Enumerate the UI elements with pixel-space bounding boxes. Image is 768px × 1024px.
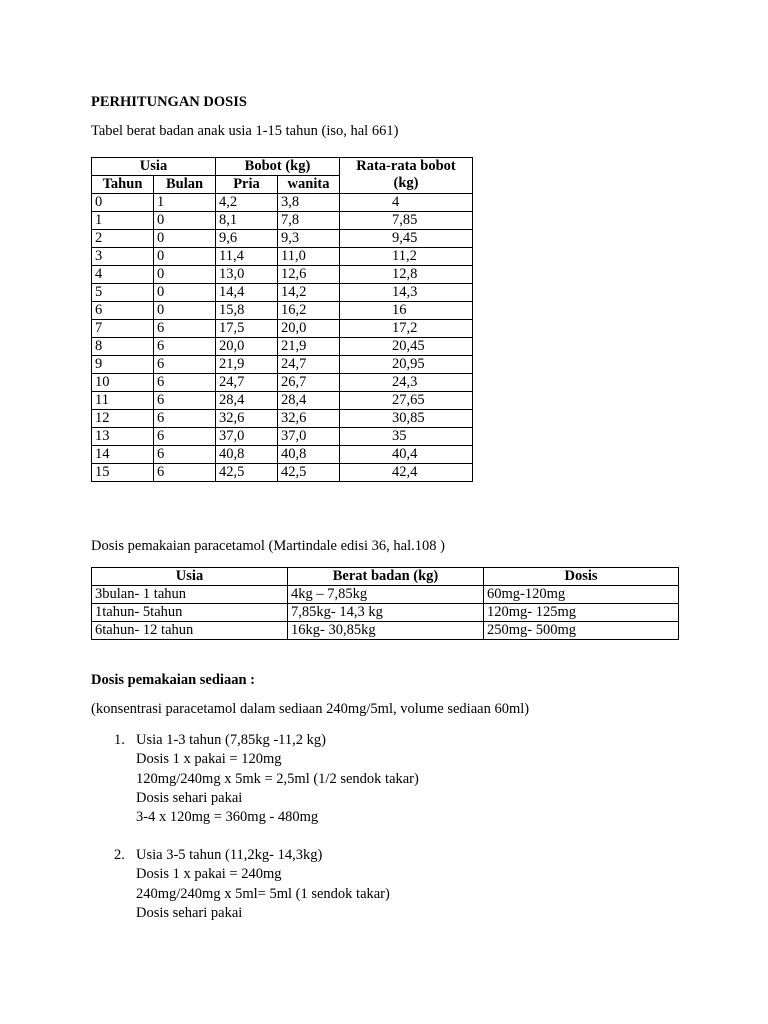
- cell-pria: 17,5: [216, 320, 278, 338]
- table-row: [92, 622, 679, 640]
- sediaan-title: Dosis pemakaian sediaan :: [91, 672, 255, 688]
- cell-wanita: 16,2: [278, 302, 340, 320]
- concentration-note: (konsentrasi paracetamol dalam sediaan 240mg/5ml, volume sediaan 60ml): [91, 701, 530, 717]
- cell-tahun: 0: [92, 194, 154, 212]
- cell-rata-rata: 17,2: [340, 320, 473, 338]
- cell-pria: 20,0: [216, 338, 278, 356]
- cell-pria: 32,6: [216, 410, 278, 428]
- list-line: Usia 1-3 tahun (7,85kg -11,2 kg): [136, 732, 326, 748]
- cell-bulan: 0: [154, 230, 216, 248]
- weight-table: [91, 157, 473, 482]
- dose-cell-dosis: 120mg- 125mg: [484, 604, 679, 622]
- table-row: [92, 604, 679, 622]
- table-row: [92, 410, 473, 428]
- cell-wanita: 14,2: [278, 284, 340, 302]
- cell-tahun: 13: [92, 428, 154, 446]
- cell-bulan: 1: [154, 194, 216, 212]
- table-row: [92, 586, 679, 604]
- list-line: 120mg/240mg x 5mk = 2,5ml (1/2 sendok takar): [136, 770, 419, 787]
- cell-bulan: 0: [154, 284, 216, 302]
- dose-table-body: [92, 586, 679, 640]
- cell-wanita: 7,8: [278, 212, 340, 230]
- cell-tahun: 10: [92, 374, 154, 392]
- list-line: Usia 3-5 tahun (11,2kg- 14,3kg): [136, 847, 323, 863]
- cell-rata-rata: 7,85: [340, 212, 473, 230]
- cell-bulan: 0: [154, 248, 216, 266]
- list-line: Dosis sehari pakai: [136, 904, 243, 921]
- weight-table-header-row-1: [92, 158, 473, 176]
- cell-bulan: 6: [154, 338, 216, 356]
- cell-tahun: 14: [92, 446, 154, 464]
- cell-pria: 11,4: [216, 248, 278, 266]
- cell-wanita: 3,8: [278, 194, 340, 212]
- cell-tahun: 6: [92, 302, 154, 320]
- list-line: 240mg/240mg x 5ml= 5ml (1 sendok takar): [136, 885, 390, 902]
- cell-wanita: 40,8: [278, 446, 340, 464]
- cell-tahun: 11: [92, 392, 154, 410]
- table-row: [92, 464, 473, 482]
- dose-cell-usia: 6tahun- 12 tahun: [92, 622, 288, 640]
- list-line: 3-4 x 120mg = 360mg - 480mg: [136, 809, 319, 826]
- cell-bulan: 6: [154, 320, 216, 338]
- cell-wanita: 42,5: [278, 464, 340, 482]
- cell-wanita: 21,9: [278, 338, 340, 356]
- cell-tahun: 2: [92, 230, 154, 248]
- cell-bulan: 6: [154, 374, 216, 392]
- dose-cell-berat: 4kg – 7,85kg: [288, 586, 484, 604]
- cell-wanita: 28,4: [278, 392, 340, 410]
- cell-wanita: 32,6: [278, 410, 340, 428]
- cell-rata-rata: 40,4: [340, 446, 473, 464]
- dose-header-berat: Berat badan (kg): [288, 568, 484, 586]
- cell-tahun: 1: [92, 212, 154, 230]
- list-number: 2.: [114, 847, 125, 863]
- cell-tahun: 3: [92, 248, 154, 266]
- header-rata-rata: [340, 158, 473, 194]
- dose-cell-berat: 7,85kg- 14,3 kg: [288, 604, 484, 622]
- cell-pria: 24,7: [216, 374, 278, 392]
- cell-rata-rata: 20,45: [340, 338, 473, 356]
- cell-wanita: 24,7: [278, 356, 340, 374]
- cell-bulan: 6: [154, 428, 216, 446]
- table-row: [92, 194, 473, 212]
- dose-cell-usia: 1tahun- 5tahun: [92, 604, 288, 622]
- cell-bulan: 0: [154, 266, 216, 284]
- table-row: [92, 446, 473, 464]
- cell-pria: 28,4: [216, 392, 278, 410]
- cell-wanita: 26,7: [278, 374, 340, 392]
- dose-cell-dosis: 250mg- 500mg: [484, 622, 679, 640]
- cell-pria: 15,8: [216, 302, 278, 320]
- dose-table-caption: Dosis pemakaian paracetamol (Martindale edisi 36, hal.108 ): [91, 538, 445, 554]
- table-row: [92, 248, 473, 266]
- dose-table: [91, 567, 679, 640]
- cell-tahun: 12: [92, 410, 154, 428]
- cell-pria: 14,4: [216, 284, 278, 302]
- cell-wanita: 20,0: [278, 320, 340, 338]
- table-row: [92, 230, 473, 248]
- table-row: [92, 392, 473, 410]
- header-rata-line1: Rata-rata bobot: [356, 158, 456, 174]
- cell-pria: 4,2: [216, 194, 278, 212]
- table-row: [92, 284, 473, 302]
- cell-rata-rata: 11,2: [340, 248, 473, 266]
- cell-bulan: 0: [154, 302, 216, 320]
- header-bobot: Bobot (kg): [216, 158, 340, 176]
- table-row: [92, 302, 473, 320]
- cell-rata-rata: 9,45: [340, 230, 473, 248]
- cell-pria: 21,9: [216, 356, 278, 374]
- cell-tahun: 5: [92, 284, 154, 302]
- cell-rata-rata: 4: [340, 194, 473, 212]
- header-usia: Usia: [92, 158, 216, 176]
- cell-wanita: 11,0: [278, 248, 340, 266]
- cell-bulan: 6: [154, 464, 216, 482]
- cell-tahun: 8: [92, 338, 154, 356]
- weight-table-body: [92, 194, 473, 482]
- cell-wanita: 9,3: [278, 230, 340, 248]
- list-line: Dosis 1 x pakai = 240mg: [136, 866, 282, 883]
- table-row: [92, 428, 473, 446]
- dose-cell-usia: 3bulan- 1 tahun: [92, 586, 288, 604]
- header-pria: Pria: [216, 176, 278, 194]
- table-row: [92, 374, 473, 392]
- dose-header-usia: Usia: [92, 568, 288, 586]
- cell-pria: 13,0: [216, 266, 278, 284]
- cell-pria: 42,5: [216, 464, 278, 482]
- header-bulan: Bulan: [154, 176, 216, 194]
- cell-tahun: 7: [92, 320, 154, 338]
- cell-pria: 37,0: [216, 428, 278, 446]
- cell-rata-rata: 20,95: [340, 356, 473, 374]
- cell-rata-rata: 27,65: [340, 392, 473, 410]
- cell-rata-rata: 42,4: [340, 464, 473, 482]
- cell-tahun: 4: [92, 266, 154, 284]
- list-number: 1.: [114, 732, 125, 748]
- dose-cell-berat: 16kg- 30,85kg: [288, 622, 484, 640]
- cell-rata-rata: 16: [340, 302, 473, 320]
- list-line: Dosis 1 x pakai = 120mg: [136, 751, 282, 768]
- dose-table-header-row: [92, 568, 679, 586]
- header-wanita: wanita: [278, 176, 340, 194]
- cell-pria: 8,1: [216, 212, 278, 230]
- cell-rata-rata: 12,8: [340, 266, 473, 284]
- cell-bulan: 0: [154, 212, 216, 230]
- dose-cell-dosis: 60mg-120mg: [484, 586, 679, 604]
- list-line: Dosis sehari pakai: [136, 789, 243, 806]
- cell-bulan: 6: [154, 446, 216, 464]
- table-row: [92, 212, 473, 230]
- table-row: [92, 266, 473, 284]
- cell-rata-rata: 14,3: [340, 284, 473, 302]
- cell-rata-rata: 30,85: [340, 410, 473, 428]
- cell-tahun: 15: [92, 464, 154, 482]
- cell-pria: 40,8: [216, 446, 278, 464]
- cell-wanita: 37,0: [278, 428, 340, 446]
- table-row: [92, 320, 473, 338]
- cell-pria: 9,6: [216, 230, 278, 248]
- cell-wanita: 12,6: [278, 266, 340, 284]
- header-tahun: Tahun: [92, 176, 154, 194]
- table-row: [92, 356, 473, 374]
- page-title: PERHITUNGAN DOSIS: [91, 94, 247, 110]
- cell-rata-rata: 35: [340, 428, 473, 446]
- cell-bulan: 6: [154, 356, 216, 374]
- dose-header-dosis: Dosis: [484, 568, 679, 586]
- cell-bulan: 6: [154, 392, 216, 410]
- weight-table-caption: Tabel berat badan anak usia 1-15 tahun (iso, hal 661): [91, 123, 399, 139]
- table-row: [92, 338, 473, 356]
- cell-bulan: 6: [154, 410, 216, 428]
- cell-rata-rata: 24,3: [340, 374, 473, 392]
- header-rata-line2: (kg): [393, 175, 419, 191]
- cell-tahun: 9: [92, 356, 154, 374]
